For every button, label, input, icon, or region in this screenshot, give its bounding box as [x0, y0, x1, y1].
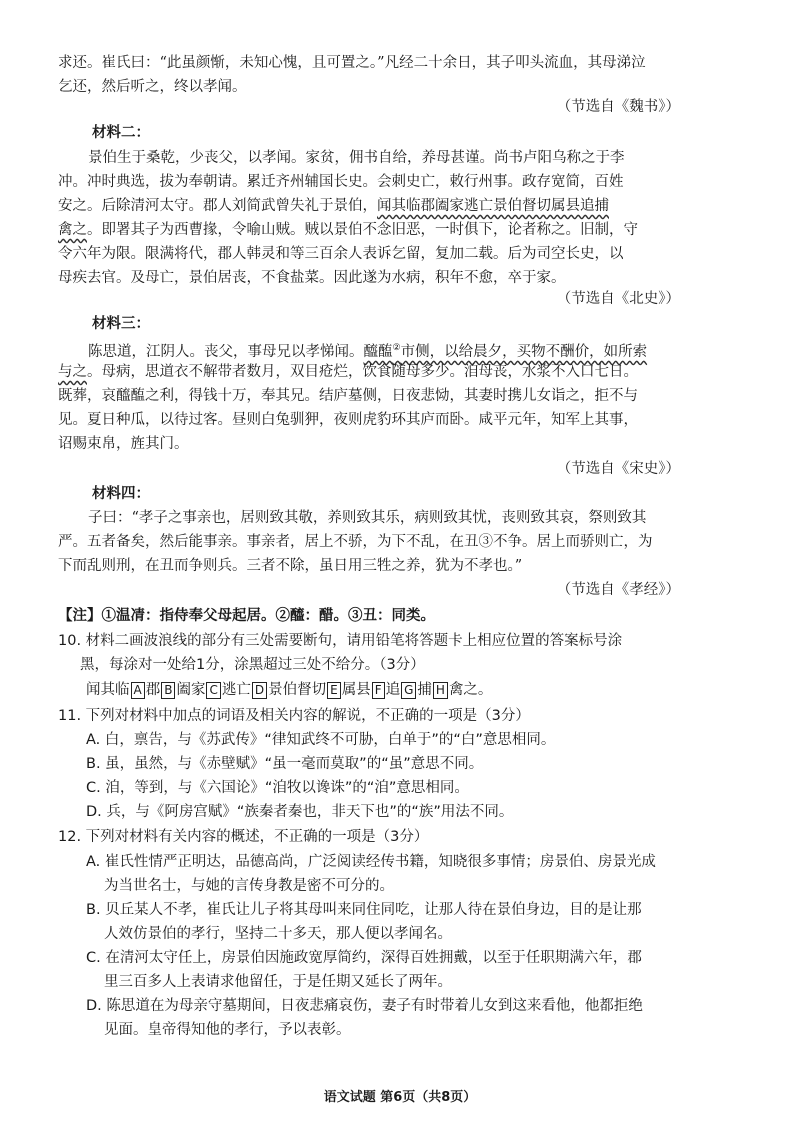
text-line: 冲。冲时典选，拔为奉朝请。累迁齐州辅国长史。会刺史亡，敕行州事。政存宽简，百姓 — [58, 174, 624, 190]
option-box-g[interactable]: G — [401, 682, 416, 699]
question-12-option-a-cont: 为当世名士，与她的言传身教是密不可分的。 — [104, 878, 394, 894]
text-line: 母疾去官。及母亡，景伯居丧，不食盐菜。因此遂为水病，积年不愈，卒于家。 — [58, 270, 566, 286]
text-segment: 郡 — [145, 682, 161, 698]
text-segment: 逃亡 — [221, 682, 251, 698]
question-11-option-d[interactable]: D. 兵，与《阿房宫赋》“族秦者秦也，非天下也”的“族”用法不同。 — [86, 804, 514, 820]
sentence-break-options — [86, 679, 492, 701]
text-line — [58, 361, 638, 383]
option-box-c[interactable]: C — [206, 682, 220, 699]
question-12-option-d[interactable]: D. 陈思道在为母亲守墓期间，日夜悲痛哀伤，妻子有时带着儿女到这来看他，他都拒绝 — [86, 998, 643, 1014]
text-segment: 阖家 — [176, 682, 206, 698]
option-box-f[interactable]: F — [372, 682, 385, 699]
question-10-stem: 10. 材料二画波浪线的部分有三处需要断句，请用铅笔将答题卡上相应位置的答案标号涂 — [58, 633, 623, 649]
question-12-option-c-cont: 里三百多人上表请求他留任，于是任期又延长了两年。 — [104, 974, 452, 990]
question-11-option-c[interactable]: C. 洎，等到，与《六国论》“洎牧以谗诛”的“洎”意思相同。 — [86, 780, 469, 796]
footnote-mark: ② — [392, 343, 401, 353]
question-12-option-d-cont: 见面。皇帝得知他的孝行，予以表彰。 — [104, 1022, 351, 1038]
option-box-h[interactable]: H — [433, 682, 448, 699]
text-line: 景伯生于桑乾，少丧父，以孝闻。家贫，佣书自给，养母甚谨。尚书卢阳乌称之于李 — [88, 150, 625, 166]
material-heading: 材料二： — [92, 124, 150, 141]
question-12-option-b[interactable]: B. 贝丘某人不孝，崔氏让儿子将其母叫来同住同吃，让那人待在景伯身边，目的是让那 — [86, 902, 642, 918]
option-box-a[interactable]: A — [131, 682, 145, 699]
source-citation: （节选自《孝经》） — [556, 582, 680, 598]
text-segment: 禽之。 — [448, 682, 493, 698]
text-line: 子曰：“孝子之事亲也，居则致其敬，养则致其乐，病则致其忧，丧则致其哀，祭则致其 — [88, 510, 647, 526]
wavy-underlined-text — [364, 344, 648, 360]
text-segment: 属县 — [341, 682, 371, 698]
material-heading: 材料四： — [92, 485, 150, 502]
question-11-option-a[interactable]: A. 白，禀告，与《苏武传》“律知武终不可胁，白单于”的“白”意思相同。 — [86, 732, 556, 748]
text-segment: 闻其临 — [86, 682, 130, 698]
text-line — [58, 219, 638, 241]
text-line — [58, 195, 609, 217]
text-line: 乞还，然后听之，终以孝闻。 — [58, 79, 247, 95]
text-line: 下而乱则刑，在丑而争则兵。三者不除，虽日用三牲之养，犹为不孝也。” — [58, 558, 523, 574]
text-segment: 。即署其子为西曹掾，令喻山贼。贼以景伯不念旧恶，一时俱下，论者称之。旧制，守 — [87, 222, 638, 238]
wavy-underlined-text: 与之 — [58, 364, 87, 380]
text-segment: 景伯督切 — [268, 682, 327, 698]
text-line: 严。五者备矣，然后能事亲。事亲者，居上不骄，为下不乱，在丑③不争。居上而骄则亡，为 — [58, 534, 653, 550]
text-segment: 。母病，思道衣不解带者数月，双目疮烂，饮食随母多少。洎母丧，水浆不入口七日。 — [87, 364, 638, 380]
page-footer: 语文试题 第6页（共8页） — [323, 1090, 477, 1105]
text-line: 求还。崔氏曰：“此虽颜惭，未知心愧，且可置之。”凡经二十余日，其子叩头流血，其母涕泣 — [58, 55, 646, 71]
text-line: 既葬，哀醯醢之利，得钱十万，奉其兄。结庐墓侧，日夜悲恸，其妻时携儿女诣之，拒不与 — [58, 388, 638, 404]
text-line: 见。夏日种瓜，以待过客。昼则白兔驯狎，夜则虎豹环其庐而卧。咸平元年，知军上其事， — [58, 412, 638, 428]
footnote: 【注】①温凊：指侍奉父母起居。②醯：醋。③丑：同类。 — [58, 607, 435, 624]
option-box-d[interactable]: D — [252, 682, 267, 699]
wavy-underlined-text: 闻其临郡阖家逃亡景伯督切属县追捕 — [377, 198, 609, 214]
source-citation: （节选自《北史》） — [556, 291, 680, 307]
text-segment: 市侧，以给晨夕，买物不酬价，如所索 — [400, 343, 648, 360]
option-box-b[interactable]: B — [161, 682, 175, 699]
wavy-underlined-text: 禽之 — [58, 222, 87, 238]
option-box-e[interactable]: E — [327, 682, 341, 699]
material-heading: 材料三： — [92, 315, 150, 332]
question-10-stem: 黑，每涂对一处给1分，涂黑超过三处不给分。（3分） — [80, 657, 425, 673]
text-line — [88, 337, 647, 363]
question-12-option-b-cont: 人效仿景伯的孝行，坚持二十多天，那人便以孝闻名。 — [104, 926, 452, 942]
question-12-stem: 12. 下列对材料有关内容的概述，不正确的一项是（3分） — [58, 829, 429, 845]
text-segment: 陈思道，江阴人。丧父，事母兄以孝悌闻。 — [88, 343, 364, 360]
text-segment: 醯醢 — [363, 343, 393, 360]
text-segment: 捕 — [417, 682, 432, 698]
source-citation: （节选自《宋史》） — [556, 461, 680, 477]
text-line: 诏赐束帛，旌其门。 — [58, 436, 189, 452]
source-citation: （节选自《魏书》） — [556, 99, 680, 115]
question-12-option-a[interactable]: A. 崔氏性情严正明达，品德高尚，广泛阅读经传书籍，知晓很多事情；房景伯、房景光成 — [86, 854, 656, 870]
text-line: 令六年为限。限满将代，郡人韩灵和等三百余人表诉乞留，复加二载。后为司空长史，以 — [58, 246, 624, 262]
question-12-option-c[interactable]: C. 在清河太守任上，房景伯因施政宽厚简约，深得百姓拥戴，以至于任职期满六年，郡 — [86, 950, 642, 966]
text-segment: 追 — [385, 682, 401, 698]
text-segment: 安之。后除清河太守。郡人刘简武曾失礼于景伯， — [58, 198, 377, 214]
question-11-stem: 11. 下列对材料中加点的词语及相关内容的解说，不正确的一项是（3分） — [58, 708, 530, 724]
question-11-option-b[interactable]: B. 虽，虽然，与《赤壁赋》“虽一毫而莫取”的“虽”意思不同。 — [86, 756, 484, 772]
